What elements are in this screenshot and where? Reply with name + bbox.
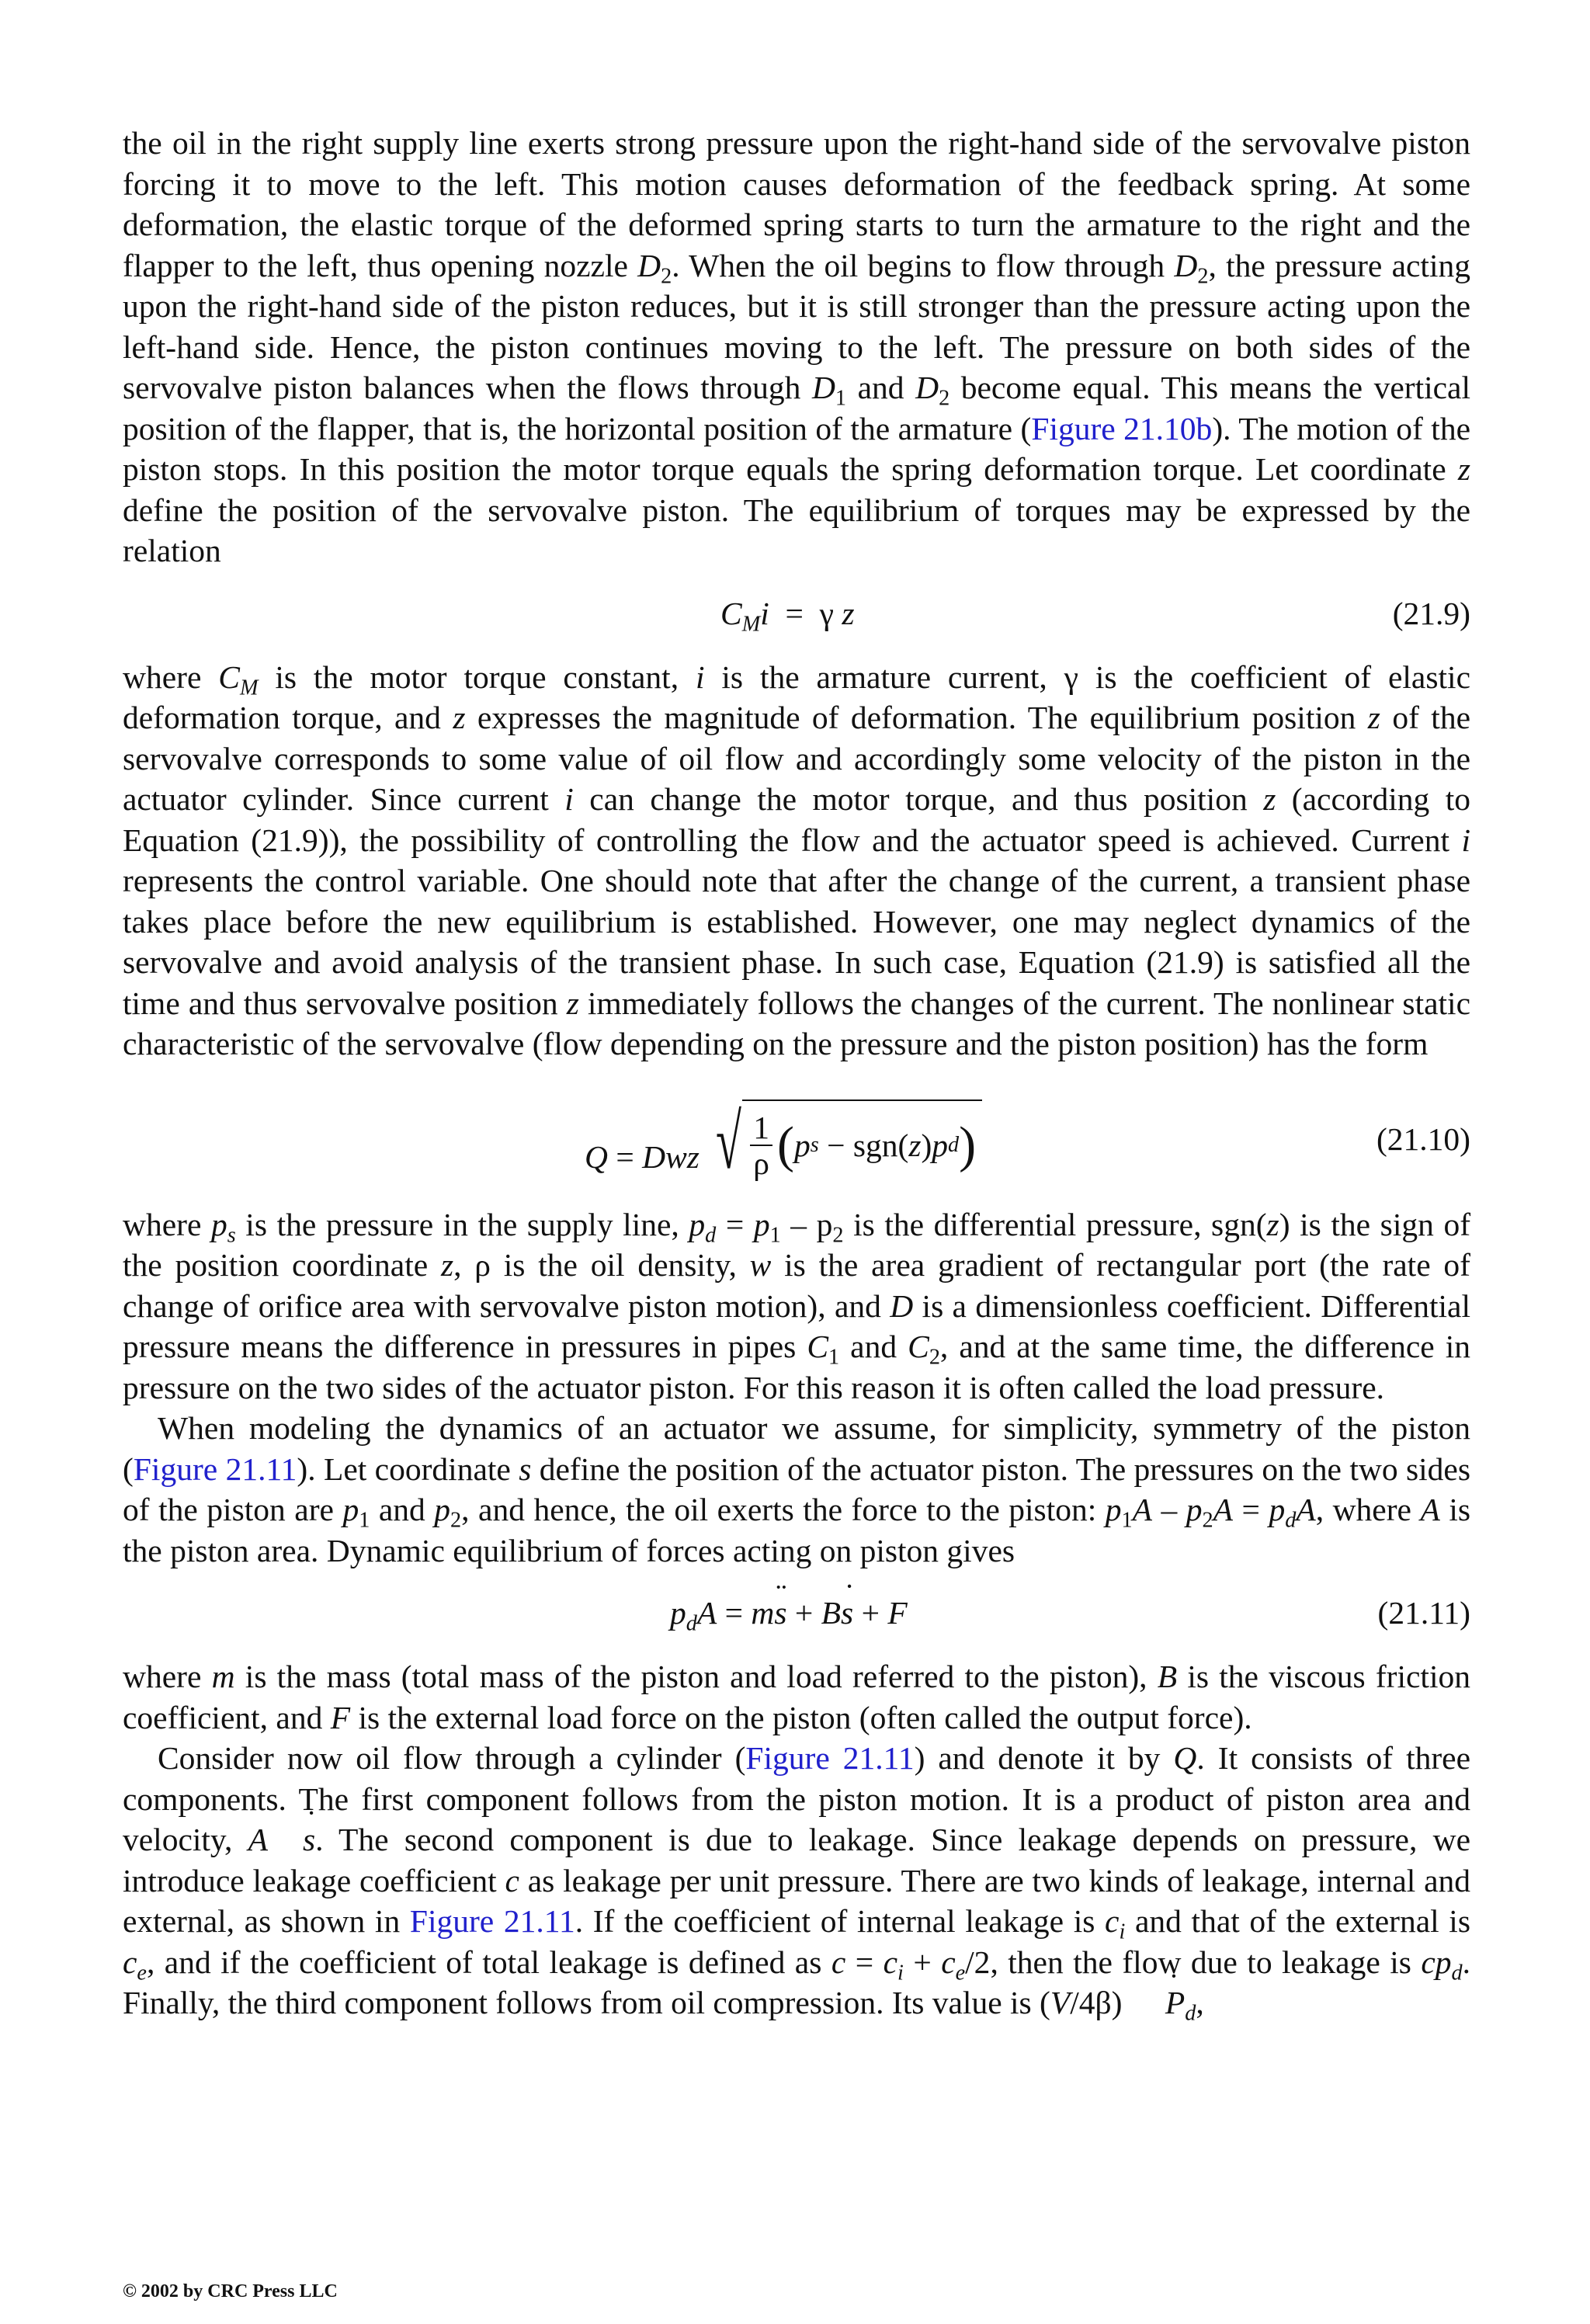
equation-number: (21.11) [1377, 1595, 1470, 1631]
figure-link-21-11[interactable]: Figure 21.11 [133, 1450, 297, 1487]
figure-link-21-11[interactable]: Figure 21.11 [409, 1903, 575, 1939]
equation-21-10 [123, 1065, 1470, 1204]
sqrt-symbol: √ $\frac{1}{\rho}$ ( p s − sgn( z ) p d ) [707, 1099, 982, 1185]
equation-21-11-expression: $p_dA$ = ms ¨ + Bs ˙ + F [670, 1594, 908, 1631]
paragraph-1: the oil in the right supply line exerts strong pressure upon the right-hand side of the servovalve piston forcing it to move to the left. This motion causes deformation of the feedback spring. At some deformation, the elastic torque of the deformed spring starts to turn the armature to the right and the flapper to the left, thus opening nozzle $D_2$. When the oil begins to flow through $D_2$, the pressure acting upon the right-hand side of the piston reduces, but it is still stronger than the pressure acting upon the left-hand side. Hence, the piston continues moving to the left. The pressure on both sides of the servovalve piston balances when the flows through $D_1$ and $D_2$ become equal. This means the vertical position of the flapper, that is, the horizontal position of the armature (Figure 21.10b). The motion of the piston stops. In this position the motor torque equals the spring deformation torque. Let coordinate z define the position of the servovalve piston. The equilibrium of torques may be expressed by the relation [123, 125, 1471, 568]
equation-number: (21.9) [1392, 595, 1470, 631]
equation-21-10-expression: Q = Dwz √ $\frac{1}{\rho}$ ( p s − sgn( z ) p d ) [585, 1099, 982, 1185]
equation-21-9 [123, 571, 1470, 657]
paragraph-6: Consider now oil flow through a cylinder (Figure 21.11) and denote it by Q. It consists of three components. The first component follows from the piston motion. It is a product of piston area and velocity, A s ˙. The second component is due to leakage. Since leakage depends on pressure, we introduce leakage coefficient c as leakage per unit pressure. There are two kinds of leakage, internal and external, as shown in Figure 21.11. If the coefficient of internal leakage is $c_i$ and that of the external is $c_e$, and if the coefficient of total leakage is defined as $c = c_i + c_e/2$, then the flow due to leakage is $cp_d$. Finally, the third component follows from oil compression. Its value is (V/4β) P $˙_d$, [123, 1738, 1470, 2024]
figure-link-21-10b[interactable]: Figure 21.10b [1031, 410, 1213, 446]
figure-link-21-11[interactable]: Figure 21.11 [745, 1740, 915, 1776]
page-content [123, 123, 1470, 2024]
paragraph-2: where $C_M$ is the motor torque constant, i is the armature current, γ is the coefficient of elastic deformation torque, and z expresses the magnitude of deformation. The equilibrium position z of the servovalve corresponds to some value of oil flow and accordingly some velocity of the piston in the actuator cylinder. Since current i can change the motor torque, and thus position z (according to Equation (21.9)), the possibility of controlling the flow and the actuator speed is achieved. Current i represents the control variable. One should note that after the change of the current, a transient phase takes place before the new equilibrium is established. However, one may neglect dynamics of the servovalve and avoid analysis of the transient phase. In such case, Equation (21.9) is satisfied all the time and thus servovalve position z immediately follows the changes of the current. The nonlinear static characteristic of the servovalve (flow depending on the pressure and the piston position) has the form [123, 658, 1470, 1061]
paragraph-3: where $p_s$ is the pressure in the supply line, $p_d = p_1 - p_2$ is the differential pressure, sgn(z) is the sign of the position coordinate z, ρ is the oil density, w is the area gradient of rectangular port (the rate of change of orifice area with servovalve piston motion), and D is a dimensionless coefficient. Differential pressure means the difference in pressures in pipes $C_1$ and $C_2$, and at the same time, the difference in pressure on the two sides of the actuator piston. For this reason it is often called the load pressure. [123, 1206, 1471, 1405]
equation-number: (21.10) [1376, 1120, 1470, 1157]
equation-21-9-expression: $C_Mi = \gamma$ z [720, 595, 855, 636]
copyright-footer: © 2002 by CRC Press LLC [123, 2281, 338, 2301]
paragraph-4: When modeling the dynamics of an actuator we assume, for simplicity, symmetry of the piston (Figure 21.11). Let coordinate s define the position of the actuator piston. The pressures on the two sides of the piston are $p_1$ and $p_2$, and hence, the oil exerts the force to the piston: $p_1A - p_2A = p_dA$, where A is the piston area. Dynamic equilibrium of forces acting on piston gives [123, 1410, 1471, 1568]
paragraph-5: where m is the mass (total mass of the piston and load referred to the piston), B is the viscous friction coefficient, and F is the external load force on the piston (often called the output force). [123, 1659, 1470, 1735]
equation-21-11 [123, 1571, 1470, 1656]
